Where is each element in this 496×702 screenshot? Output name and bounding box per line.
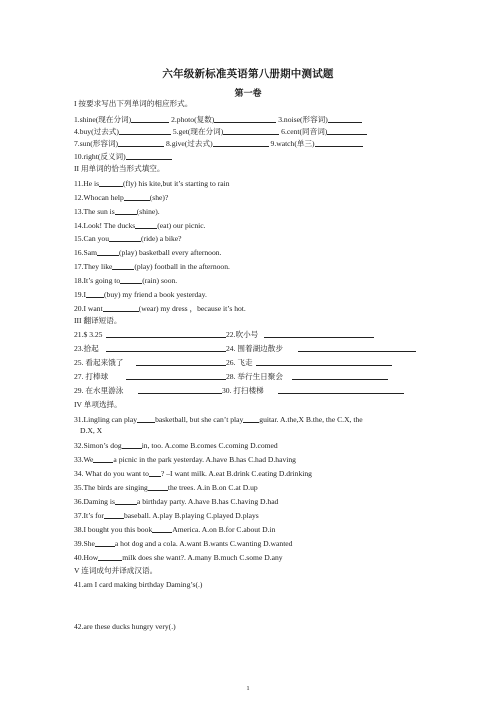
question-row <box>74 468 312 479</box>
question-text: milk does she want?. A.many B.much C.some D.any <box>122 553 283 562</box>
question-text: America. A.on B.for C.about D.in <box>172 525 276 534</box>
answer-blank[interactable] <box>223 126 279 135</box>
answer-blank[interactable] <box>118 138 164 147</box>
question-text: 22.吹小号 <box>226 330 259 339</box>
answer-blank[interactable] <box>120 275 142 284</box>
question-text: basketball, but she can’t play <box>155 415 244 424</box>
question-text: in, too. A.come B.comes C.coming D.comed <box>141 441 278 450</box>
question-text: 38.I bought you this book <box>74 525 153 534</box>
question-text: 30. 打扫楼梯 <box>222 386 264 395</box>
question-text: (ride) a bike? <box>141 234 182 243</box>
question-row <box>74 496 278 507</box>
answer-blank[interactable] <box>86 289 104 298</box>
question-text: a birthday party. A.have B.has C.having D.had <box>136 497 279 506</box>
question-text: (buy) my friend a book yesterday. <box>104 290 207 299</box>
question-row <box>74 192 168 203</box>
question-text: 14.Look! The ducks <box>74 221 136 230</box>
question-text: 8.give(过去式) <box>166 139 213 148</box>
answer-blank[interactable] <box>93 454 113 463</box>
question-text: (play) football in the afternoon. <box>134 262 230 271</box>
question-text: 34. What do you want to <box>74 469 149 478</box>
question-row <box>80 426 102 436</box>
answer-blank[interactable] <box>135 220 157 229</box>
section-heading-3: III 翻译短语。 <box>74 316 122 325</box>
question-text: (wear) my dress ，because it’s hot. <box>138 304 246 313</box>
question-text: 31.Lingling can play <box>74 415 138 424</box>
question-text: 5.get(现在分词) <box>172 127 224 136</box>
question-text: 18.It’s going to <box>74 276 121 285</box>
question-row <box>74 552 283 563</box>
question-row: 42.are these ducks hungry very(.) <box>74 622 176 631</box>
question-row <box>74 482 258 493</box>
question-text: 9.watch(单三) <box>270 139 315 148</box>
answer-blank[interactable] <box>213 138 269 147</box>
section-subtitle: 第一卷 <box>234 88 262 98</box>
question-row <box>74 303 246 314</box>
question-text: a picnic in the park yesterday. A.have B.has C.had D.having <box>113 455 296 464</box>
question-text: baseball. A.play B.playing C.played D.plays <box>123 511 259 520</box>
answer-blank[interactable] <box>126 371 226 380</box>
page-title: 六年级新标准英语第八册期中测试题 <box>162 69 334 80</box>
question-row <box>74 371 388 382</box>
answer-blank[interactable] <box>97 247 119 256</box>
answer-blank[interactable] <box>138 385 222 394</box>
answer-blank[interactable] <box>99 178 123 187</box>
answer-blank[interactable] <box>106 329 226 338</box>
answer-blank[interactable] <box>137 414 155 423</box>
question-row <box>74 343 416 354</box>
question-text: (play) basketball every afternoon. <box>119 248 222 257</box>
answer-blank[interactable] <box>315 138 363 147</box>
question-row <box>74 247 221 258</box>
question-text: 21.$ 3.25 <box>74 330 103 339</box>
section-heading-5: V 连词成句并译成汉语。 <box>74 566 158 575</box>
question-text: 39.She <box>74 539 95 548</box>
question-text: 37.It’s for <box>74 511 104 520</box>
question-text: 19.I <box>74 290 87 299</box>
question-row <box>74 114 362 125</box>
answer-blank[interactable] <box>98 552 122 561</box>
answer-blank[interactable] <box>119 126 171 135</box>
question-text: 2.photo(复数) <box>171 115 215 124</box>
question-row <box>74 261 230 272</box>
question-text: 15.Can you <box>74 234 110 243</box>
question-row <box>74 510 259 521</box>
question-row <box>74 233 182 244</box>
question-text: 27. 打棒球 <box>74 372 109 381</box>
question-row <box>74 289 207 300</box>
question-text: (shine). <box>136 207 160 216</box>
question-text: 17.They like <box>74 262 113 271</box>
answer-blank[interactable] <box>264 329 374 338</box>
answer-blank[interactable] <box>103 303 139 312</box>
question-row <box>74 151 172 162</box>
question-row <box>74 329 374 340</box>
question-row <box>74 440 278 451</box>
question-row: 41.am I card making birthday Daming’s(.) <box>74 580 203 589</box>
question-text: 24. 围着湖边散步 <box>226 344 283 353</box>
question-row <box>74 357 392 368</box>
question-text: 16.Sam <box>74 248 97 257</box>
question-text: 29. 在水里游泳 <box>74 386 124 395</box>
question-text: 12.Whocan help <box>74 193 124 202</box>
question-text: (fly) his kite,but it’s starting to rain <box>123 179 230 188</box>
question-row <box>74 454 296 465</box>
answer-blank[interactable] <box>106 343 226 352</box>
answer-blank[interactable] <box>148 482 168 491</box>
answer-blank[interactable] <box>124 192 150 201</box>
question-row <box>74 206 160 217</box>
answer-blank[interactable] <box>126 151 172 160</box>
answer-blank[interactable] <box>104 510 124 519</box>
question-text: 13.The sun is <box>74 207 115 216</box>
question-text: 20.I want <box>74 304 103 313</box>
question-text: the trees. A.in B.on C.at D.up <box>167 483 258 492</box>
question-row <box>74 220 206 231</box>
answer-blank[interactable] <box>136 357 226 366</box>
answer-blank[interactable] <box>328 114 362 123</box>
question-text: 36.Daming is <box>74 497 115 506</box>
question-text: 32.Simon’s dog <box>74 441 122 450</box>
section-heading-2: II 用单词的恰当形式填空。 <box>74 164 165 173</box>
question-text: 40.How <box>74 553 99 562</box>
question-text: 23.拾起 <box>74 344 99 353</box>
question-text: 33.We <box>74 455 94 464</box>
answer-blank[interactable] <box>278 385 404 394</box>
question-row <box>74 178 230 189</box>
answer-blank[interactable] <box>95 538 115 547</box>
question-text: (eat) our picnic. <box>157 221 206 230</box>
answer-blank[interactable] <box>327 126 367 135</box>
question-row <box>74 538 292 549</box>
question-row <box>74 126 367 137</box>
answer-blank[interactable] <box>152 524 172 533</box>
question-text: 1.shine(现在分词) <box>74 115 132 124</box>
question-text: 7.sun(形容词) <box>74 139 119 148</box>
question-row <box>74 385 404 396</box>
question-text: (she)? <box>149 193 169 202</box>
answer-blank[interactable] <box>214 114 276 123</box>
question-row <box>74 138 363 149</box>
section-heading-1: I 按要求写出下列单词的相应形式。 <box>74 99 193 108</box>
question-text: 4.buy(过去式) <box>74 127 119 136</box>
question-text: 26. 飞走 <box>226 358 253 367</box>
question-row <box>74 414 363 425</box>
answer-blank[interactable] <box>112 261 134 270</box>
question-text: 11.He is <box>74 179 100 188</box>
question-text: D.X, X <box>80 426 103 435</box>
answer-blank[interactable] <box>149 468 161 477</box>
question-text: 3.noise(形容词) <box>278 115 328 124</box>
answer-blank[interactable] <box>115 206 137 215</box>
answer-blank[interactable] <box>256 357 392 366</box>
answer-blank[interactable] <box>115 496 137 505</box>
answer-blank[interactable] <box>298 343 416 352</box>
question-text: ? –I want milk. A.eat B.drink C.eating D.drinking <box>160 469 312 478</box>
question-row <box>74 524 275 535</box>
question-text: guitar. A.the,X B.the, the C.X, the <box>259 415 363 424</box>
question-text: a hot dog and a cola. A.want B.wants C.wanting D.wanted <box>114 539 293 548</box>
answer-blank[interactable] <box>243 414 259 423</box>
question-text: 6.cent(同音词) <box>281 127 328 136</box>
question-text: 25. 看起来饿了 <box>74 358 124 367</box>
page-number: 1 <box>246 685 250 692</box>
answer-blank[interactable] <box>292 371 388 380</box>
question-text: (rain) soon. <box>142 276 178 285</box>
question-text: 10.right(反义词) <box>74 152 126 161</box>
question-row <box>74 275 177 286</box>
answer-blank[interactable] <box>122 440 142 449</box>
question-text: 28. 举行生日聚会 <box>226 372 283 381</box>
answer-blank[interactable] <box>109 233 141 242</box>
question-text: 35.The birds are singing <box>74 483 148 492</box>
answer-blank[interactable] <box>131 114 169 123</box>
section-heading-4: IV 单项选择。 <box>74 400 122 409</box>
